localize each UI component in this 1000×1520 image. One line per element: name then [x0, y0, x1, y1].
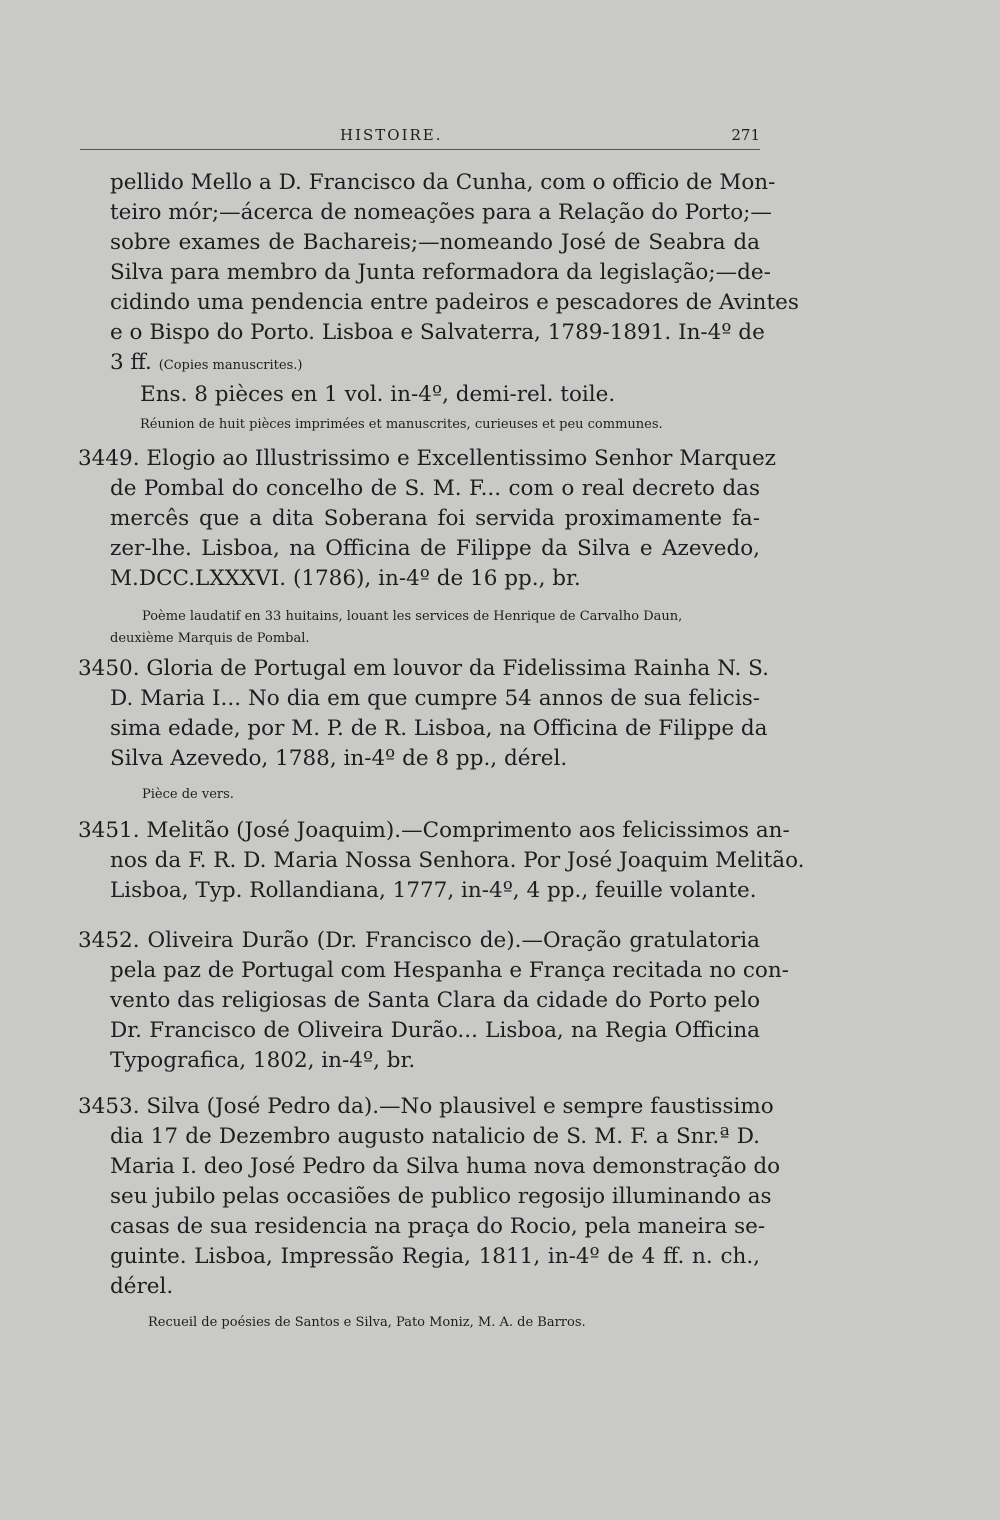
text-line: Silva Azevedo, 1788, in-4º de 8 pp., dérel. — [110, 746, 568, 771]
text-line: de Pombal do concelho de S. M. F... com o real decreto das — [110, 476, 760, 501]
text-line: sima edade, por M. P. de R. Lisboa, na Officina de Filippe da — [110, 716, 768, 741]
page-number: 271 — [731, 126, 760, 144]
ens-line: Ens. 8 pièces en 1 vol. in-4º, demi-rel. toile. — [140, 382, 616, 407]
format-text: 3 ff. — [110, 350, 152, 375]
text-line: nos da F. R. D. Maria Nossa Senhora. Por José Joaquim Melitão. — [110, 848, 805, 873]
text-line: dia 17 de Dezembro augusto natalicio de S. M. F. a Snr.ª D. — [110, 1124, 760, 1149]
text-line: guinte. Lisboa, Impressão Regia, 1811, in-4º de 4 ff. n. ch., — [110, 1244, 760, 1269]
text-line: 3451. Melitão (José Joaquim).—Comprimento aos felicissimos an- — [78, 818, 790, 843]
entry-note: Réunion de huit pièces imprimées et manuscrites, curieuses et peu communes. — [140, 417, 663, 432]
catalog-entry-3451 — [78, 816, 805, 906]
page-header — [80, 126, 760, 150]
running-head: HISTOIRE. — [340, 126, 443, 144]
text-line: 3453. Silva (José Pedro da).—No plausivel e sempre faustissimo — [78, 1094, 774, 1119]
text-line: seu jubilo pelas occasiões de publico regosijo illuminando as — [110, 1184, 772, 1209]
text-line: mercês que a dita Soberana foi servida proximamente fa- — [110, 506, 760, 531]
text-line: pellido Mello a D. Francisco da Cunha, com o officio de Mon- — [110, 170, 776, 195]
text-line: e o Bispo do Porto. Lisboa e Salvaterra, 1789-1891. In-4º de — [110, 320, 765, 345]
text-line: M.DCC.LXXXVI. (1786), in-4º de 16 pp., br. — [110, 566, 581, 591]
text-line: 3449. Elogio ao Illustrissimo e Excellentissimo Senhor Marquez — [78, 446, 777, 471]
text-line: Typografica, 1802, in-4º, br. — [110, 1048, 416, 1073]
catalog-entry-3453 — [78, 1092, 781, 1334]
entry-note: Recueil de poésies de Santos e Silva, Pato Moniz, M. A. de Barros. — [148, 1315, 586, 1330]
continued-entry — [110, 168, 799, 436]
header-rule — [80, 149, 760, 150]
text-line: teiro mór;—ácerca de nomeações para a Relação do Porto;— — [110, 200, 772, 225]
catalog-entry-3449 — [78, 444, 777, 650]
text-line: cidindo uma pendencia entre padeiros e pescadores de Avintes — [110, 290, 799, 315]
catalog-entry-3450 — [78, 654, 769, 806]
text-line: pela paz de Portugal com Hespanha e França recitada no con- — [110, 958, 789, 983]
text-line: dérel. — [110, 1274, 174, 1299]
text-line: 3450. Gloria de Portugal em louvor da Fidelissima Rainha N. S. — [78, 656, 769, 681]
catalog-entry-3452 — [78, 926, 789, 1076]
text-line: 3452. Oliveira Durão (Dr. Francisco de).—Oração gratulatoria — [78, 928, 760, 953]
text-line: Maria I. deo José Pedro da Silva huma nova demonstração do — [110, 1154, 781, 1179]
text-line: Dr. Francisco de Oliveira Durão... Lisboa, na Regia Officina — [110, 1018, 760, 1043]
text-line: D. Maria I... No dia em que cumpre 54 annos de sua felicis- — [110, 686, 760, 711]
inline-note: (Copies manuscrites.) — [158, 358, 303, 373]
text-line: Lisboa, Typ. Rollandiana, 1777, in-4º, 4 pp., feuille volante. — [110, 878, 757, 903]
text-line: casas de sua residencia na praça do Rocio, pela maneira se- — [110, 1214, 766, 1239]
entry-note: Poème laudatif en 33 huitains, louant les services de Henrique de Carvalho Daun, — [142, 609, 683, 624]
text-line — [110, 348, 760, 378]
text-line: zer-lhe. Lisboa, na Officina de Filippe da Silva e Azevedo, — [110, 536, 760, 561]
text-line: vento das religiosas de Santa Clara da cidade do Porto pelo — [110, 988, 761, 1013]
entry-note: deuxième Marquis de Pombal. — [110, 631, 310, 646]
text-line: sobre exames de Bachareis;—nomeando José de Seabra da — [110, 230, 760, 255]
entry-note: Pièce de vers. — [142, 787, 234, 802]
text-line: Silva para membro da Junta reformadora da legislação;—de- — [110, 260, 771, 285]
